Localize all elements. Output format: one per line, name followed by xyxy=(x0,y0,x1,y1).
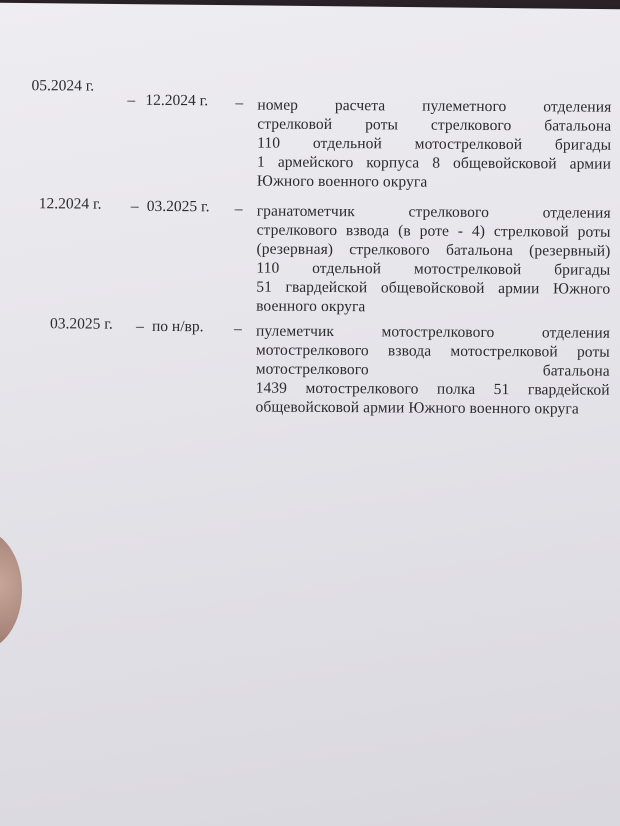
description-line: 110 отдельной мотострелковой бригады xyxy=(257,134,612,154)
period-separator: – xyxy=(130,197,139,215)
description-line: Южного военного округа xyxy=(256,172,428,191)
description-line: мотострелкового взвода мотострелковой роты xyxy=(255,341,610,361)
period-to: 12.2024 г. xyxy=(145,91,209,110)
description-line: стрелкового взвода (в роте - 4) стрелковой роты xyxy=(256,221,611,241)
period-separator: – xyxy=(135,317,144,335)
description-line: гранатометчик стрелкового отделения xyxy=(256,202,611,222)
description-line: общевойсковой армии Южного военного округа xyxy=(255,398,579,418)
description-line: 1439 мотострелкового полка 51 гвардейской xyxy=(255,379,610,399)
entry-dash: – xyxy=(235,94,244,112)
entry-dash: – xyxy=(233,320,242,338)
description-line: 1 армейского корпуса 8 общевойсковой армии xyxy=(256,153,612,173)
period-to: по н/вр. xyxy=(151,317,204,336)
period-from: 03.2025 г. xyxy=(49,315,113,333)
description-line: (резервная) стрелкового батальона (резервный) xyxy=(256,240,611,260)
period-to: 03.2025 г. xyxy=(146,197,210,216)
period-from: 05.2024 г. xyxy=(31,77,95,95)
position-description xyxy=(255,322,610,419)
service-entry-2 xyxy=(0,194,619,316)
position-description xyxy=(257,96,612,193)
description-line: стрелковой роты стрелкового батальона xyxy=(257,115,612,135)
period-from: 12.2024 г. xyxy=(38,195,102,213)
description-line: 110 отдельной мотострелковой бригады xyxy=(256,259,611,279)
description-line: военного округа xyxy=(256,297,366,316)
service-entry-1 xyxy=(0,76,620,191)
description-line: пулеметчик мотострелкового отделения xyxy=(255,322,611,342)
period-separator: – xyxy=(127,91,136,109)
description-line: мотострелкового батальона xyxy=(255,360,610,380)
description-line: 51 гвардейской общевойсковой армии Южного xyxy=(256,278,611,298)
position-description xyxy=(256,202,611,318)
entry-dash: – xyxy=(234,200,243,218)
description-line: номер расчета пулеметного отделения xyxy=(257,96,612,116)
